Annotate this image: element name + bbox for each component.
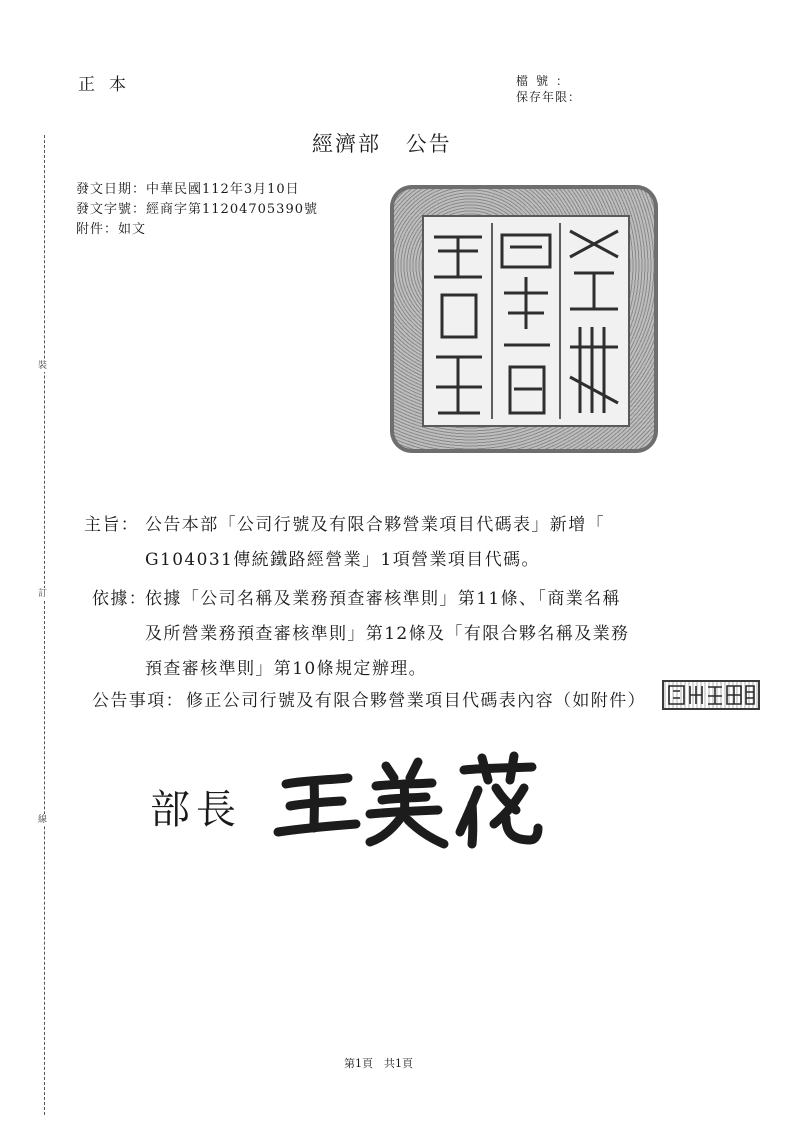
basis-line-1: 依據「公司名稱及業務預查審核準則」第11條、「商業名稱 xyxy=(145,589,621,609)
binding-mark-middle: 訂 xyxy=(38,589,48,599)
basis-line-2: 及所營業務預查審核準則」第12條及「有限合夥名稱及業務 xyxy=(145,624,630,644)
minister-title: 部長 xyxy=(150,787,242,833)
page-number: 第1頁 共1頁 xyxy=(344,1057,413,1070)
subject-label: 主旨： xyxy=(84,515,140,535)
subject-line-1: 公告本部「公司行號及有限合夥營業項目代碼表」新增「 xyxy=(145,515,605,535)
subject-line-2: G104031傳統鐵路經營業」1項營業項目代碼。 xyxy=(145,550,540,570)
official-seal-icon xyxy=(390,185,658,453)
binding-mark-top: 裝 xyxy=(38,361,48,371)
binding-line xyxy=(44,135,45,1115)
notice-text: 修正公司行號及有限合夥營業項目代碼表內容（如附件） xyxy=(186,691,646,711)
minister-signature xyxy=(268,740,548,850)
retention-period-label: 保存年限： xyxy=(516,90,582,104)
basis-label: 依據： xyxy=(92,589,148,609)
reference-number: 發文字號：經商字第11204705390號 xyxy=(76,202,318,217)
document-title: 經濟部 公告 xyxy=(312,132,452,156)
attachment-note: 附件：如文 xyxy=(76,222,147,237)
file-number-label: 檔號： xyxy=(516,74,577,88)
approval-stamp-icon xyxy=(662,680,760,710)
notice-label: 公告事項： xyxy=(92,691,184,711)
binding-mark-bottom: 線 xyxy=(38,815,48,825)
copy-label: 正本 xyxy=(78,75,140,95)
issue-date: 發文日期：中華民國112年3月10日 xyxy=(76,182,300,197)
basis-line-3: 預查審核準則」第10條規定辦理。 xyxy=(145,659,428,679)
